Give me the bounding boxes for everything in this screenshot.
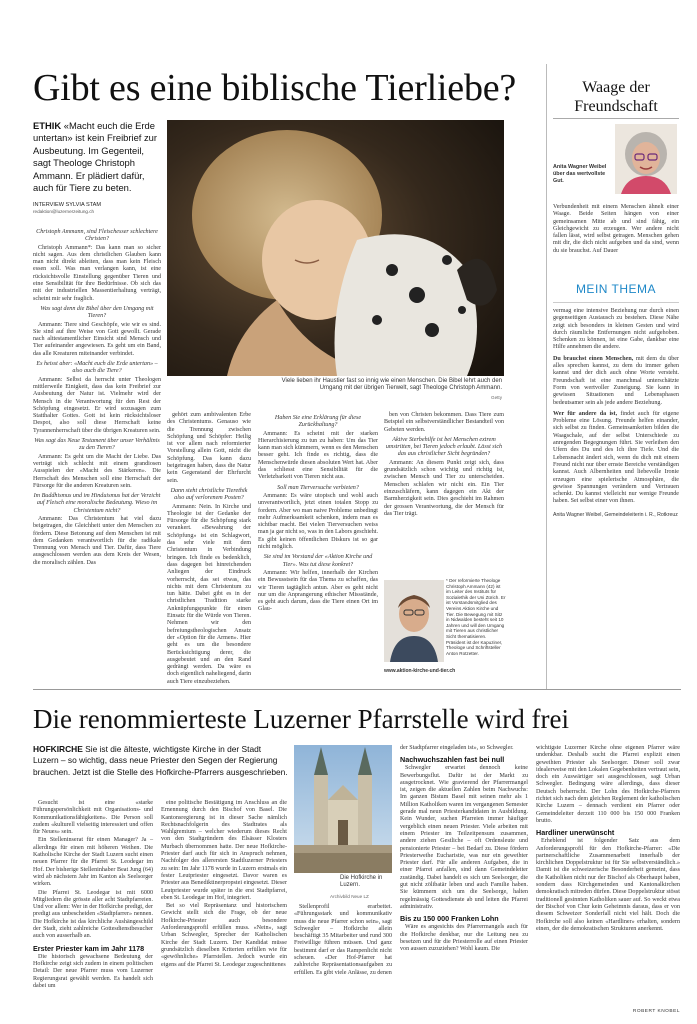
lead-text: Sie ist die älteste, wichtigste Kirche in der Stadt Luzern – so wichtig, dass neue Priester den Segen der Regierung brauchen. Jetzt ist die Stelle des Hofkirche-Pfarrers ausgeschrieben. [33, 744, 288, 777]
paragraph: Erheblend ist folgender Satz aus dem Anforderungsprofil für den Hofkirche-Pfarrer: «Die partnerschaftliche Zusammenarbeit innerhalb der kirchlichen Doppelstruktur ist für Sie selbstverständlich.» Damit ist die schweizerische Besonderheit gemeint, dass die Katholiken nicht nur der Bischof als Oberhaupt haben, sondern dass Kirchgemeinden und Kantonalkirchen demokratisch mitreden dürfen. Diese Doppelstruktur stösst traditionell gesinnten Katholiken sauer auf. So weckt etwa der Bischof von Chur kein Geheimnis daraus, dass er von diesem Schweizer Sonderfall nicht viel hält. Doch die Hofkirche soll also keinen «Hardliner» erhalten, sondern einen, der die demokratischen Strukturen anerkennt. [536, 838, 680, 932]
answer: Ammann: An diesem Punkt zeigt sich, dass grundsätzlich schon wichtig und richtig ist, zwischen Mensch und Tier zu unterscheiden. Menschen schlafen wir nicht ein. Ein Tier einzuschläfern, kann dagegen ein Akt der Barmherzigkeit sein. Dies geschieht im Rahmen der grossen Verantwortung, die der Mensch für das Tier trägt. [384, 459, 504, 517]
question: Was sagt das Neue Testament über unser Verhältnis zu den Tieren? [34, 438, 160, 452]
subheading: Hardliner unerwünscht [536, 828, 615, 838]
section-divider [33, 689, 681, 690]
article1-photo [167, 120, 504, 376]
article2-photo-caption: Die Hofkirche in Luzern. [340, 875, 383, 889]
sidebar-label: MEIN THEMA [575, 282, 657, 296]
paragraph: eine politische Bestätigung im Anschluss an die Ernennung durch den Bischof von Basel. Die Kantonsregierung ist in dieser Sache nämlich Rechtsnachfolgerin des Stadtrates als Wahlgremium – welcher wiederum dieses Recht von den Stadtgründern des Elsässer Klosters Murbach übernommen hatte. Der neue Hofkirche-Priester darf auch für sich in Anspruch nehmen, Nachfolger des allerersten Stadtluzerner Priesters zu sein: Im Jahr 1178 wurde in Luzern erstmals ein fester Leutpriester eingesetzt. Davor waren es Priester aus Benediktinerpropstei eingesetzt. Dieser Leutpriester wurde später in die erst Stadtpfarrei, eben St. Leodegar im Hof, integriert. [161, 800, 287, 901]
article2-column-4 [400, 745, 528, 1016]
article2-column-2 [161, 800, 287, 1016]
article1-photo-caption: Viele lieben ihr Haustier fast so innig wie einen Menschen. Die Bibel lehrt auch den Umgang mit der übrigen Tierwelt, sagt Theologe Christoph Ammann. [281, 378, 502, 392]
lead-kicker: HOFKIRCHE [33, 744, 83, 754]
sidebar-portrait-caption: Anita Wagner Weibel über das wertvollste Gut. [553, 164, 607, 184]
question: Christoph Ammann, sind Fleischesser schlechtere Christen? [36, 229, 158, 243]
article1-column-4 [384, 412, 504, 572]
answer: Ammann: Es wäre utopisch und wohl auch unverantwortlich, jetzt einen totalen Stopp zu fordern. Aber wo man naive Probleme unbedingt mehr Aufmerksamkeit schenken, indem man es sichtbar macht. Bei vielen Tierversuchen weiss man ja gar nicht so, was in den Labors geschieht. Es gibt keinen öffentlichen Diskurs ist so gar nicht möglich. [258, 492, 378, 551]
lead-kicker: ETHIK [33, 120, 62, 131]
sidebar-paragraph: vermag eine intensive Beziehung nur durch einen gegenseitigen Austausch zu bestehen. Diese Nähe zeigt sich besonders in kleinen Gesten und wird durch räumliche Entfernungen nicht aufgehoben. Schenken zu können, ist eine Gabe, dankbar eine Hilfe annehmen die andere. [553, 308, 679, 351]
sidebar-paragraph [553, 411, 679, 506]
answer: Christoph Ammann*: Das kann man so sicher nicht sagen. Aus dem christlichen Glauben kann man nicht direkt ableiten, dass man kein Fleisch essen soll. Was man verlangen kann, ist eine rücksichtsvolle Einstellung gegenüber Tieren und eine Sensibilität für ihre Bedürfnisse. Ob sich das mit der industriellen Massentierhaltung verträgt, scheint mir sehr fraglich. [33, 244, 161, 302]
article2-column-5 [536, 745, 680, 1007]
subheading: Bis zu 150 000 Franken Lohn [400, 914, 499, 924]
paragraph: Bei so viel Repräsentanz und historischem Gewicht stellt sich die Frage, ob der neue Hofkirche-Priester auch besondere Anforderungsprofil erfüllen muss. «Nein», sagt Urban Schwegler, Sprecher der Katholischen Kirche der Stadt Luzern. Der Kandidat müsse grundsätzlich dieselben Kriterien erfüllen wie für «gewöhnliche» Pfarrstellen. Jedoch wurde ein eigens auf die Pfarrei St. Leodegar zugeschnittenes [161, 903, 287, 968]
paragraph: Wäre es angesichts des Pfarrermangels auch für die Hofkirche denkbar, nur die Leitung neu zu besetzen und für die Priesterrolle auf einen Priester von aussen zuzuziehen? Wohl kaum. Die [400, 924, 528, 953]
sidebar-bold-lead: Wer für andere da ist, [553, 410, 618, 417]
bio-url: www.aktion-kirche-und-tier.ch [384, 668, 456, 674]
bio-description: * Der reformierte Theologe Christoph Ammann (42) ist im Leiter des Instituts für Sozialethik der Uni Zürich. Er ist Vorstandsmitglied des Vereins Aktion Kirche und Tier. Die Bewegung mit Sitz in Nidwalden besteht seit 10 Jahren und will den Umgang mit Tieren aus christlicher Sicht thematisieren. Präsident ist der Kapuziner, Theologe und Schriftsteller Anton Rotzetter. [446, 578, 506, 656]
answer: Ammann: Wir helfen, innerhalb der Kirchen ein Bewusstsein für das Thema zu schaffen, das wir Tieren tagtäglich antun. Aber es geht nicht nur um die Anprangerung ethischer Missstände, es geht auch darum, dass die Tiere einen Ort im Glau- [258, 569, 378, 613]
sidebar [546, 64, 680, 690]
sidebar-signature: Anita Wagner Weibel, Gemeindeleiterin i. R., Rotkreuz [553, 511, 678, 518]
article1-column-1 [33, 226, 161, 676]
paragraph: Die historisch gewachsene Bedeutung der Hofkirche zeigt sich zudem in einem politischen Detail: Der neue Pfarrer muss vom Luzerner Regierungsrat gewählt werden. Es handelt sich dabei um [33, 953, 153, 989]
girl-with-dog-photo [167, 120, 504, 376]
answer: Ammann: Es scheint mit der starken Hierarchisierung zu tun zu haben: Um das Tier kann man sich kümmern, wenn es den Menschen besser geht. Ich finde es richtig, dass die Menschenwürde diesen absoluten Wert hat. Aber das schliesst eine Sensibilität für die Verletzbarkeit von Tieren nicht aus. [258, 430, 378, 481]
byline-email: redaktion@luzernerzeitung.ch [33, 209, 95, 214]
hofkirche-photo [294, 745, 392, 873]
article1-column-3 [258, 412, 378, 676]
answer: Ammann: Tiere sind Geschöpfe, wie wir es sind. Sie sind auf ihre Weise von Gott gewollt. Gerade nach alttestamentlicher Einsicht sind Mensch und Tier aufeinander angewiesen. Es geht um ein Band, das alle Kreaturen miteinander verbindet. [33, 321, 161, 357]
article2-photo [294, 745, 392, 873]
paragraph: Ein Stelleninserat für einen Manager? Ja – allerdings für einen mit höheren Weihen. Die Katholische Kirche der Stadt Luzern sucht einen neuen Pfarrer für die Pfarrei St. Leodegar im Hof. Der bisherige Stelleninhaber Beat Jung (64) wird ab nächstem Jahr im Kanton als Seelsorger wirken. [33, 837, 153, 888]
article2-author: ROBERT KNOBEL [632, 1009, 680, 1014]
bio-portrait [384, 580, 444, 662]
sidebar-text: findet auch für eigene Probleme eine Lösung. Freunde helfen einander, sich selbst zu finden. Gemeinsamkeiten bilden die Waagschale, auf der selbst Unterschiede zu anregenden Begegnungen führt. Sie verleihen den Ufern des Du und des Ich ihre Tiefe. Und die Lebensnacht ändert sich, wenn du dich mit einem Freund nicht nur über ernste Bereiche verständigen kannst. Auch Albernheiten und liebevolle Ironie erzeugen eine spielerische Atmosphäre, die gewisse Spannungen verändern und Vertrauen schenkt. Du kannst vielleicht nur wenige Freunde haben. Sei selbst einer von ihnen. [553, 410, 679, 505]
woman-portrait-icon [615, 124, 677, 194]
article2-photo-credit: Archivbild Neue LZ [330, 894, 369, 899]
paragraph: Gesucht ist eine «starke Führungspersönlichkeit mit Organisations- und Kommunikationsfähigkeiten». Die Person soll zudem «kulturell vielseitig interessiert und offen für Neues» sein. [33, 800, 153, 836]
paragraph: der Stadtpfarrer eingeladen ist», so Schwegler. [400, 745, 514, 751]
paragraph: Stellenprofil erarbeitet. «Führungsstark und kommunikativ muss die neue Pfarrer schon sein», sagt Schwegler – Hofkirche allein beschäftigt 35 Mitarbeiter und rund 300 Freiwillige führen müssen. Und ganz bestimmt darf er das Rampenlicht nicht scheuen. «Der Hof-Pfarrer hat zahlreiche Repräsentationsaufgaben zu erfüllen. Es gibt viele Anlässe, zu denen [294, 904, 392, 976]
answer: Ammann: Es geht um die Macht der Liebe. Das verträgt sich schlecht mit einem grandiosen Ausspielen der «Macht des Stärkeren». Die Herrschaft des Menschen soll eine Herrschaft der Fürsorge für die anderen Kreaturen sein. [33, 453, 161, 489]
paragraph: Schwegler erwartet dennoch keine Bewerbungsflut. Dafür ist der Markt zu ausgetrocknet. Wie gravierend der Pfarrermangel ist, zeigen die aktuellen Zahlen beim Nachwuchs: Im ganzen Bistum Basel mit seinen mehr als 1 Million Katholiken waren im vergangenen Semester gerade mal neun Priesterkandidaten in Ausbildung. Kein Wunder, suchen Pfarreien immer häufiger vergeblich einen neuen Priester. Viele arbeiten mit einem Priester im Teilzeitpensum zusammen, andere ziehen Gestliche – oft Ordensleute und pensionierte Priester – bei Bedarf zu. Diese fördern Priesterweihe Eucharistie, was nur ein geweihter Priester darf. Für alle anderen Aufgaben, die in einer Pfarrei anfallen, sind dann Gemeindeleiter zuständig. Dabei handelt es sich um Seelsorger, die gut nicht zölibatär leben und auch Familie haben. Sie kümmern sich um die Seelsorge, halten regelmässig Gottesdienste ab und leiten die Pfarrei administrativ. [400, 765, 528, 910]
sidebar-paragraph [553, 356, 679, 407]
article2-lead [33, 744, 288, 778]
question: Soll man Tierversuche verbieten? [277, 484, 359, 491]
article2-headline: Die renommierteste Luzerner Pfarrstelle wird frei [33, 704, 570, 734]
question: Haben Sie eine Erklärung für diese Zurückhaltung? [274, 415, 362, 429]
article1-headline: Gibt es eine biblische Tierliebe? [33, 67, 517, 109]
sidebar-bold-lead: Du brauchst einen Menschen, [553, 355, 634, 362]
paragraph: wichtigste Luzerner Kirche ohne eigenen Pfarrer wäre undenkbar. Deshalb sucht die Pfarrei explizit einen geweihten Priester als Seelsorger. Dieser soll zwar idealerweise mit den Lokalen Gegebenheiten vertraut sein, doch ein Auswärtiger sei ausgeschlossen, sagt Urban Schwegler. Bedingung wäre allerdings, dass dieser Deutsch beherrscht. Der Lohn des Hofkirche-Pfarrers richtet sich nach dem gleichen Reglement der katholischen Kirche Luzern – dennach verdient ein Pfarrer oder Gemeindeleiter derzeit 110 000 bis 150 000 Franken brutto. [536, 745, 680, 824]
sidebar-portrait [615, 124, 677, 194]
answer: ben von Christen bekommen. Dass Tiere zum Beispiel ein selbstverständlicher Bestandteil von Gebeten werden. [384, 412, 504, 433]
article1-byline [33, 202, 161, 215]
question: Sie sind im Vorstand der «Aktion Kirche und Tier». Was tut diese konkret? [263, 554, 373, 568]
article2-column-1 [33, 800, 153, 1016]
answer: Ammann: Das Christentum hat viel dazu beigetragen, die Gleichheit unter den Menschen zu fördern. Diese Betonung auf dem Menschen ist mit dem Gedanken verantwortlich für die radikale Trennung von Mensch und Tier. Dafür, dass Tiere ausgeschlossen werden aus dem Kreis der Wesen, die moralisch zählen. Das [33, 515, 161, 566]
article1-lead [33, 120, 161, 194]
sidebar-paragraph: Verbundenheit mit einem Menschen ähnelt einer Waage. Beide Seiten hängen von einer gemeinsamen Mitte ab und sind fähig, ein Gleichgewicht zu erzeugen. Wer andere nicht fallen lässt, wird selbst getragen. Menschen gehen mit dir, die dich nicht aufgeben und da sind, wenn du sie brauchst. Auf Dauer [553, 204, 679, 254]
paragraph: Die Pfarrei St. Leodegar ist mit 6000 Mitgliedern die grösste aller acht Stadtpfarreien. Und vor allem: Wer in der Hofkirche predigt, der predigt aus unbescheiden «Stadtpfarrer» nennen. Die Hofkirche ist das kirchliche Aushängeschild der Stadt, zieht zahlreiche Gottesdienstbesucher auch von ausserhalb an. [33, 889, 153, 940]
answer: Ammann: Selbst da herrscht unter Theologen mittlerweile Einigkeit, dass das kein Freibrief zur Ausbeutung der Natur ist. Vielmehr wird der Mensch in die Verantwortung für den Rest der Schöpfung eingesetzt. Er wird sozusagen zum Statthalter Gottes. Gott ist kein rücksichtsloser Despot, also soll diese Herrschaft keine Tyrannenherrschaft über die übrigen Kreaturen sein. [33, 376, 161, 434]
sidebar-text-2 [553, 308, 679, 692]
byline-author: INTERVIEW SYLVIA STAM [33, 202, 102, 208]
sidebar-text: mit dem du über alles sprechen kannst, zu dem du immer gehen kannst und der dich auch ohne Worte versteht. Freundschaft ist eine manchmal unterschätzte Form von wertvoller Zuneigung. Sie kann in gewissen Situationen und Lebensphasen bedeutsamer sein als jede andere Beziehung. [553, 355, 679, 406]
sidebar-text-1 [553, 204, 679, 290]
bio-text [446, 578, 506, 656]
article2-column-3 [294, 904, 392, 1016]
sidebar-title: Waage der Freundschaft [574, 79, 658, 115]
column-block [33, 229, 161, 567]
question: Aktive Sterbehilfe ist bei Menschen extrem umstritten, bei Tieren jedoch erlaubt. Lässt sich das aus christlicher Sicht begründen? [385, 436, 503, 458]
article1-photo-credit: Getty [491, 395, 502, 400]
answer: Ammann: Nein. In Kirche und Theologie ist der Gedanke der Fürsorge für die Schöpfung stark verankert. «Bewahrung der Schöpfung» ist ein Schlagwort, das sehr viele mit dem Christentum in Verbindung bringen. Ich finde es bedenklich, dass dagegen bei hinreichenden Anliegen der Eindruck vorherrscht, das sei etwas, das nichts mit dem Christentum zu tun hätte. Dabei gibt es in der christlichen Tradition starke Anknüpfungspunkte für einen Einsatz für die Würde von Tieren. Nehmen wir den befreiungstheologischen Ansatz der «Option für die Armen». Hier geht es um die besondere Berücksichtigung derer, die ausgebeutet und an den Rand gedrängt werden. Da wäre es doch eigentlich naheliegend, darin auch Tiere einzubeziehen. [167, 503, 251, 685]
subheading: Nachwuchszahlen fast bei null [400, 755, 505, 765]
article1-column-2 [167, 412, 251, 685]
lead-text: «Macht euch die Erde untertan» ist kein Freibrief zur Ausbeutung. Im Gegenteil, sagt Theologe Christoph Ammann. Er plädiert dafür, auch für Tiere zu beten. [33, 120, 158, 194]
question: Im Buddhismus und im Hinduismus hat der Verzicht auf Fleisch eine moralische Bedeutung. Wieso im Christentum nicht? [33, 493, 161, 514]
question: Es heisst aber: «Macht euch die Erde untertan» – also auch die Tiere? [36, 361, 158, 375]
question: Was sagt denn die Bibel über den Umgang mit Tieren? [40, 305, 154, 320]
answer: gehört zum ambivalenten Erbe des Christentums. Genauso wie die Trennung zwischen Schöpfung und Schöpfer: Heilig ist vor allem nach reformierter Vorstellung allein Gott, nicht die Schöpfung. Das kann dazu beigetragen haben, dass die Natur kein Gegenstand der Ehrfurcht sein. [167, 412, 251, 484]
question: Dann steht christliche Tierethik also auf verlorenem Posten? [170, 487, 248, 502]
subheading: Erster Priester kam im Jahr 1178 [33, 943, 145, 953]
man-portrait-icon [384, 580, 444, 662]
